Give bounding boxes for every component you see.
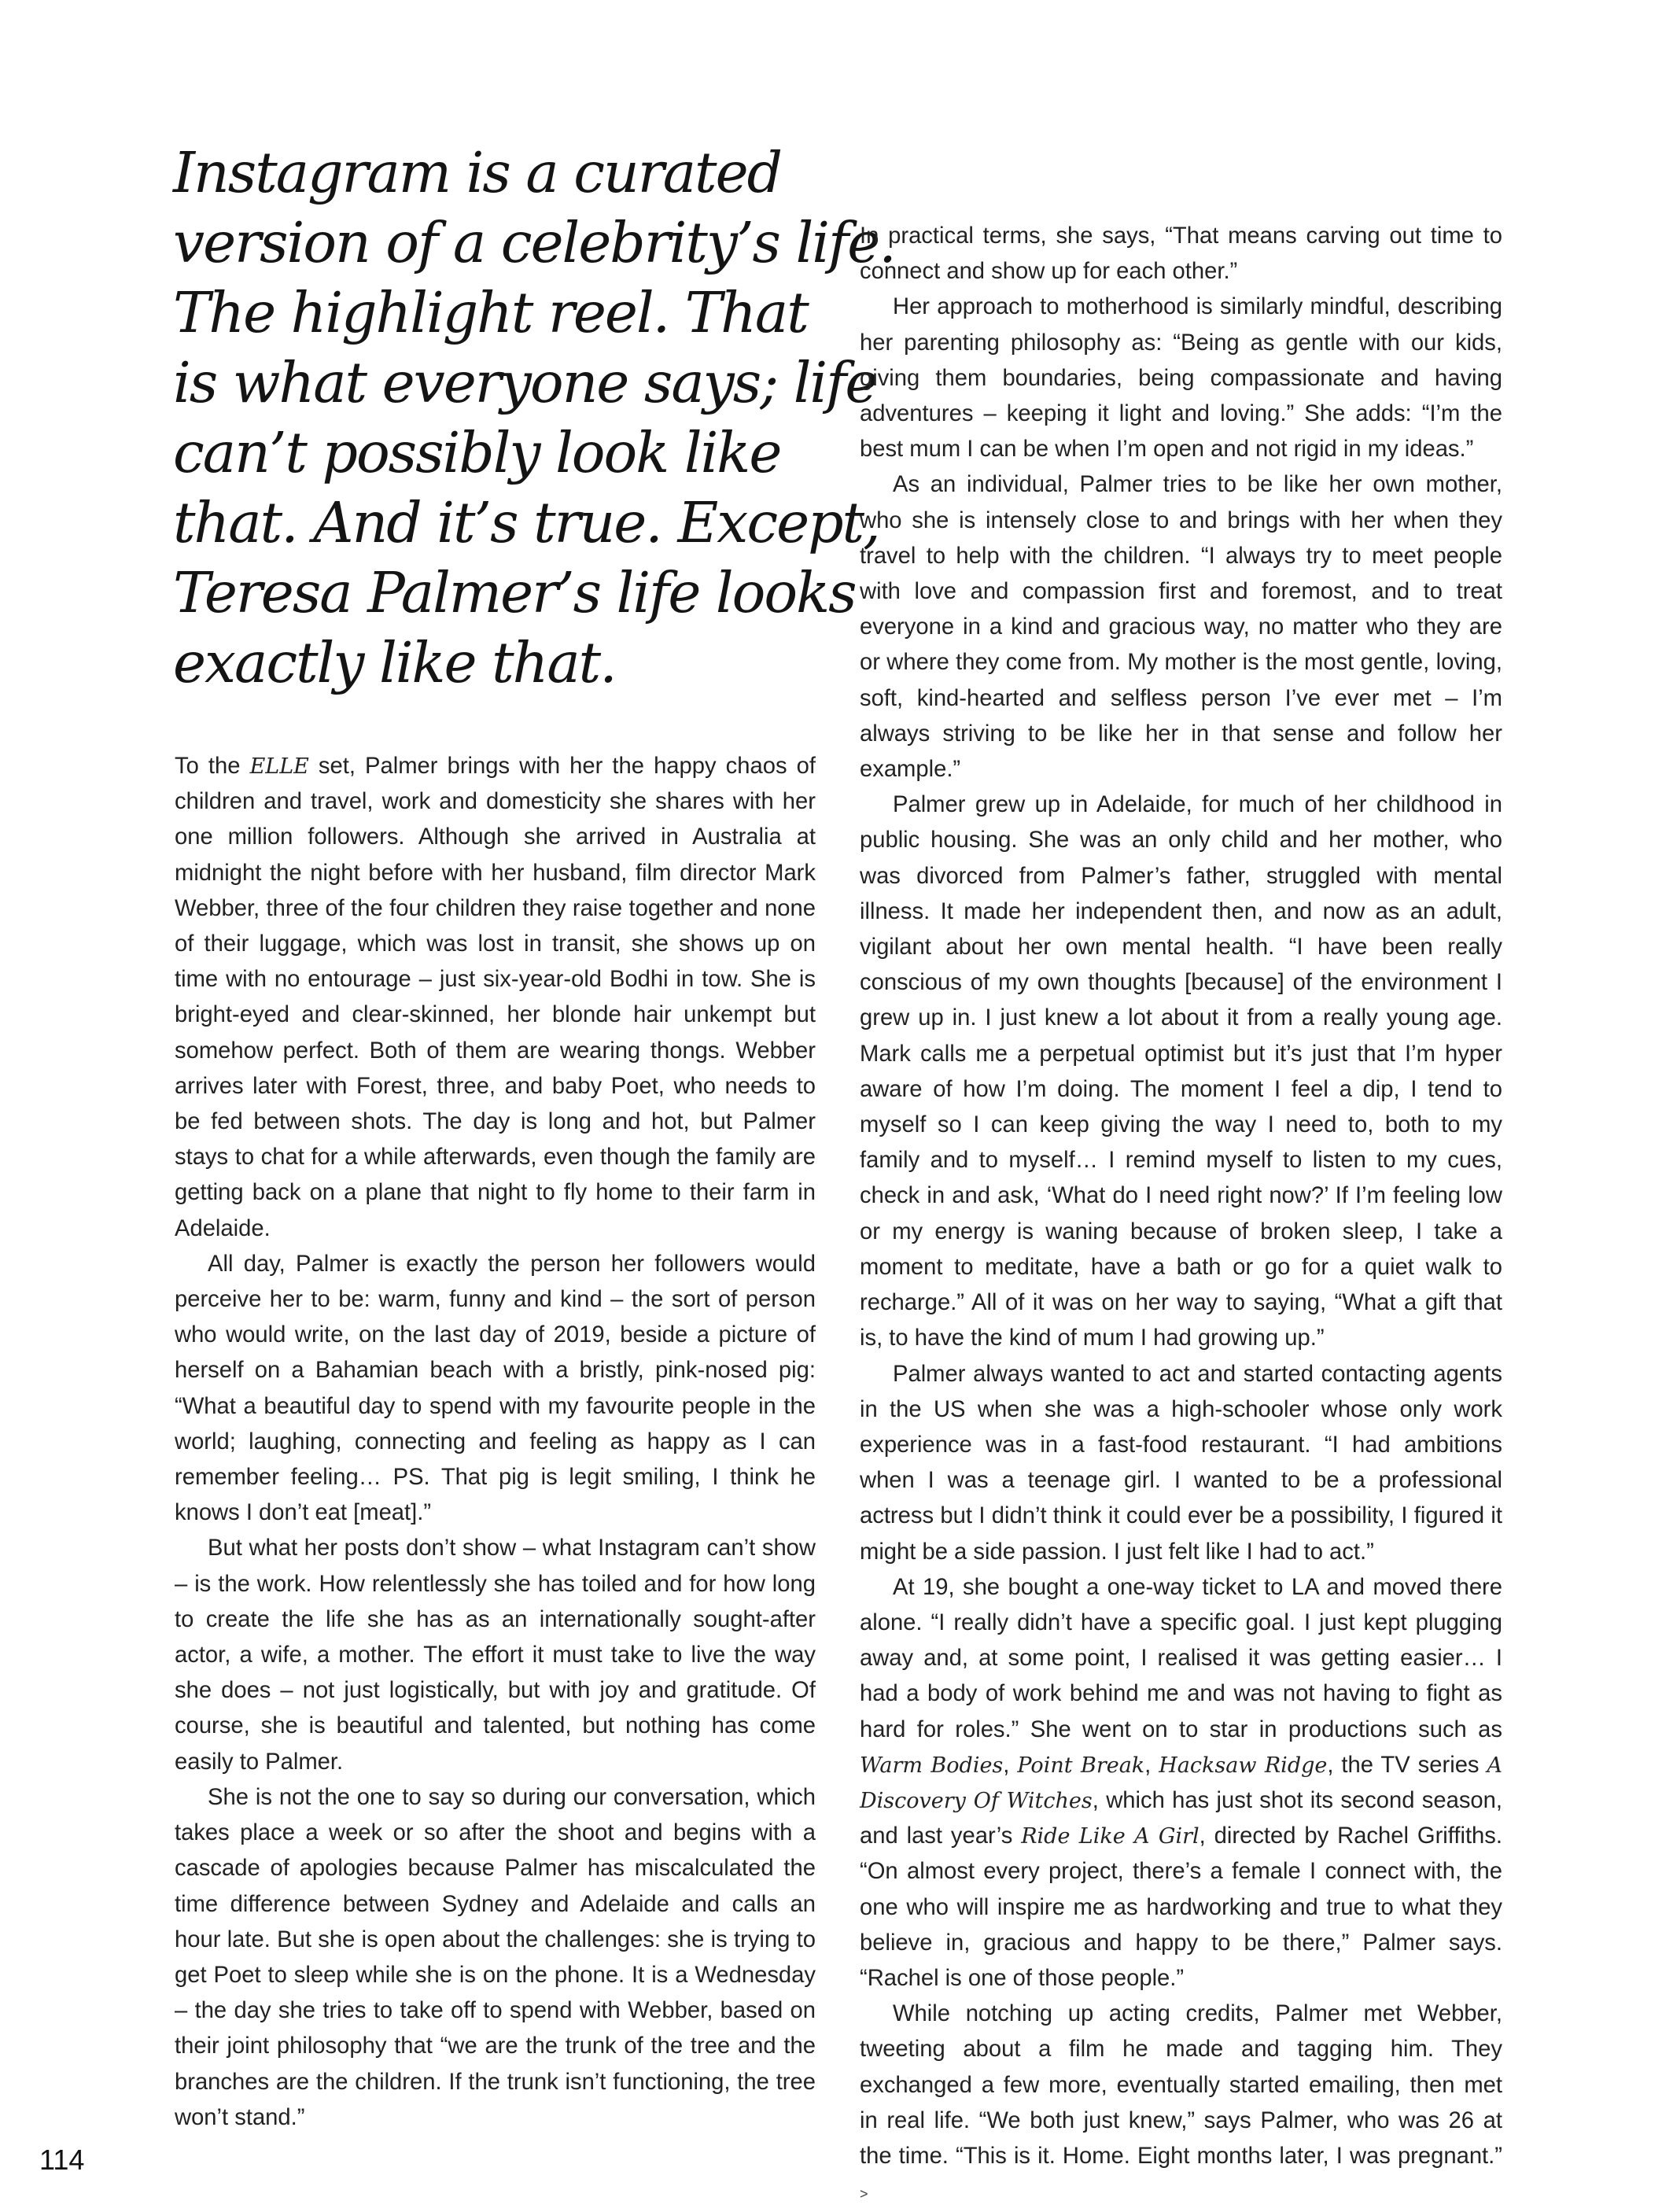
body-text: While notching up acting credits, Palmer met Webber, tweeting about a film he made and tagging him. They exchanged a few more, eventually started emailing, then met in real life. “We both just knew,” says Palmer, who was 26 at the time. “This is it. Home. Eight months later, I was pregnant.” [860, 2001, 1502, 2169]
pull-quote-line: is what everyone says; life [173, 350, 877, 415]
body-paragraph: But what her posts don’t show – what Instagram can’t show – is the work. How relentlessly she has toiled and for how long to create the life she has as an internationally sought-after actor, a wife, a mother. The effort it must take to live the way she does – not just logistically, but with joy and gratitude. Of course, she is beautiful and talented, but nothing has come easily to Palmer. [175, 1535, 816, 1775]
pull-quote-line: exactly like that. [173, 630, 616, 695]
body-text: , [1144, 1752, 1159, 1778]
body-text: At 19, she bought a one-way ticket to LA and moved there alone. “I really didn’t have a specific goal. I just kept plugging away and, at some point, I realised it was getting easier… I had a body of work behind me and was not having to fight as hard for roles.” She went on to star in productions such as [860, 1574, 1502, 1742]
body-paragraph: Palmer grew up in Adelaide, for much of her childhood in public housing. She was an only child and her mother, who was divorced from Palmer’s father, struggled with mental illness. It made her independent then, and now as an adult, vigilant about her own mental health. “I have been really conscious of my own thoughts [because] of the environment I grew up in. I just knew a lot about it from a really young age. Mark calls me a perpetual optimist but it’s just that I’m hyper aware of how I’m doing. The moment I feel a dip, I tend to myself so I can keep giving the way I need to, both to my family and to myself… I remind myself to listen to my cues, check in and ask, ‘What do I need right now?’ If I’m feeling low or my energy is waning because of broken sleep, I take a moment to meditate, have a bath or go for a quiet walk to recharge.” All of it was on her way to saying, “What a gift that is, to have the kind of mum I had growing up.” [860, 792, 1502, 1351]
body-paragraph: She is not the one to say so during our conversation, which takes place a week or so after the shoot and begins with a cascade of apologies because Palmer has miscalculated the time difference between Sydney and Adelaide and calls an hour late. But she is open about the challenges: she is trying to get Poet to sleep while she is on the phone. It is a Wednesday – the day she tries to take off to spend with Webber, based on their joint philosophy that “we are the trunk of the tree and the branches are the children. If the trunk isn’t functioning, the tree won’t stand.” [175, 1784, 816, 2130]
pull-quote-line: Teresa Palmer’s life looks [173, 560, 856, 625]
pull-quote [173, 138, 895, 698]
body-paragraph [175, 749, 816, 1247]
body-paragraph: All day, Palmer is exactly the person her followers would perceive her to be: warm, funny and kind – the sort of person who would write, on the last day of 2019, beside a picture of herself on a Bahamian beach with a bristly, pink-nosed pig: “What a beautiful day to spend with my favourite people in the world; laughing, connecting and feeling as happy as I can remember feeling… PS. That pig is legit smiling, I think he knows I don’t eat [meat].” [175, 1251, 816, 1526]
body-text: , which has just shot its second season, and last year’s [860, 1787, 1502, 1849]
article-column-right [860, 219, 1502, 2212]
article-column-left [175, 749, 816, 2136]
body-text: set, Palmer brings with her the happy chaos of children and travel, work and domesticity she shares with her one million followers. Although she arrived in Australia at midnight the night before with her husband, film director Mark Webber, three of the four children they raise together and none of their luggage, which was lost in transit, she shows up on time with no entourage – just six-year-old Bodhi in tow. She is bright-eyed and clear-skinned, her blonde hair unkempt but somehow perfect. Both of them are wearing thongs. Webber arrives later with Forest, three, and baby Poet, who needs to be fed between shots. The day is long and hot, but Palmer stays to chat for a while afterwards, even though the family are getting back on a plane that night to fly home to their farm in Adelaide. [175, 754, 816, 1241]
body-text: , [1003, 1752, 1018, 1778]
film-title: Warm Bodies [860, 1753, 1004, 1778]
body-paragraph: As an individual, Palmer tries to be like her own mother, who she is intensely close to and brings with her when they travel to help with the children. “I always try to meet people with love and compassion first and foremost, and to treat everyone in a kind and gracious way, no matter who they are or where they come from. My mother is the most gentle, loving, soft, kind-hearted and selfless person I’ve ever met – I’m always striving to be like her in that sense and follow her example.” [860, 472, 1502, 783]
body-text: , the TV series [1327, 1752, 1487, 1778]
pull-quote-line: can’t possibly look like [173, 420, 781, 485]
pull-quote-line: Instagram is a curated [173, 140, 782, 205]
film-title: Point Break [1017, 1753, 1145, 1778]
series-title: A Discovery Of Witches [860, 1753, 1502, 1813]
body-paragraph: Her approach to motherhood is similarly mindful, describing her parenting philosophy as: “Being as gentle with our kids, giving them boundaries, being compassionate and having adventures – keeping it light and loving.” She adds: “I’m the best mum I can be when I’m open and not rigid in my ideas.” [860, 294, 1502, 463]
magazine-name: ELLE [249, 754, 309, 779]
page-number: 114 [39, 2144, 85, 2176]
continued-arrow-icon: > [860, 2186, 868, 2203]
body-paragraph [860, 1570, 1502, 1996]
body-text: To the [175, 754, 250, 779]
pull-quote-line: version of a celebrity’s life. [173, 210, 895, 275]
body-paragraph: Palmer always wanted to act and started contacting agents in the US when she was a high-schooler whose only work experience was in a fast-food restaurant. “I had ambitions when I was a teenage girl. I wanted to be a professional actress but I didn’t think it could ever be a possibility, I figured it might be a side passion. I just felt like I had to act.” [860, 1361, 1502, 1565]
pull-quote-line: that. And it’s true. Except, [173, 490, 879, 555]
film-title: Hacksaw Ridge [1159, 1753, 1328, 1778]
film-title: Ride Like A Girl [1021, 1824, 1200, 1849]
body-paragraph: In practical terms, she says, “That means carving out time to connect and show up for each other.” [860, 223, 1502, 285]
body-paragraph [860, 1996, 1502, 2212]
pull-quote-line: The highlight reel. That [173, 280, 808, 345]
body-text: , directed by Rachel Griffiths. “On almost every project, there’s a female I connect with, the one who will inspire me as hardworking and true to what they believe in, gracious and happy to be there,” Palmer says. “Rachel is one of those people.” [860, 1823, 1502, 1991]
